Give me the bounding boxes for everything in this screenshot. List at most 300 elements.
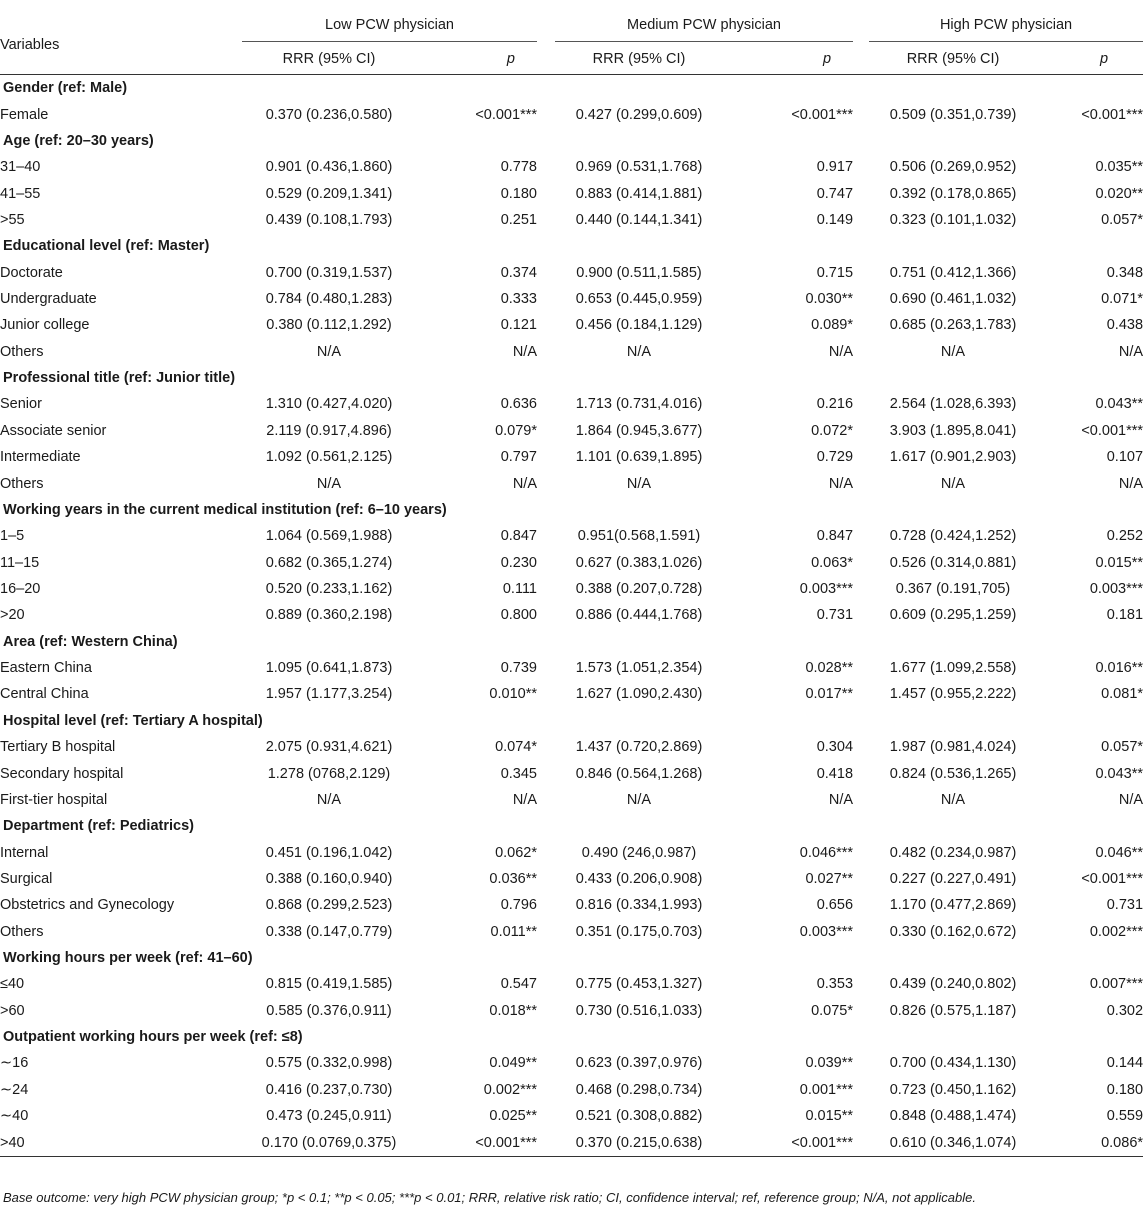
- section-header-row: [0, 1024, 1143, 1050]
- high-rrr-cell: 1.677 (1.099,2.558): [889, 660, 1017, 677]
- low-rrr-cell: 0.451 (0.196,1.042): [265, 844, 393, 861]
- section-title: Age (ref: 20–30 years): [3, 132, 154, 149]
- low-rrr-cell: 1.310 (0.427,4.020): [265, 396, 393, 413]
- medium-p-cell: N/A: [828, 343, 854, 360]
- section-header-row: [0, 75, 1143, 102]
- spacer: [853, 180, 869, 206]
- low-p-cell: 0.796: [500, 897, 537, 914]
- row-label: Others: [0, 923, 44, 940]
- high-rrr-cell: 0.848 (0.488,1.474): [889, 1108, 1017, 1125]
- high-p-cell: <0.001***: [1081, 422, 1143, 439]
- high-p-cell: 0.348: [1106, 264, 1143, 281]
- table-row: [0, 470, 1143, 496]
- low-rrr-cell: 0.520 (0.233,1.162): [265, 581, 393, 597]
- high-p-cell: 0.181: [1106, 607, 1143, 624]
- group-label-low: Low PCW physician: [242, 17, 537, 42]
- low-rrr-cell: 0.868 (0.299,2.523): [265, 897, 393, 914]
- table-row: [0, 919, 1143, 945]
- row-label: >60: [0, 1002, 25, 1019]
- spacer: [853, 1050, 869, 1076]
- section-title: Gender (ref: Male): [3, 80, 128, 97]
- low-rrr-cell: 0.901 (0.436,1.860): [265, 159, 393, 176]
- spacer: [853, 655, 869, 681]
- low-rrr-cell: 0.388 (0.160,0.940): [265, 870, 393, 887]
- medium-rrr-cell: 0.433 (0.206,0.908): [575, 870, 703, 887]
- high-rrr-cell: 0.751 (0.412,1.366): [889, 264, 1017, 281]
- low-rrr-cell: 0.815 (0.419,1.585): [265, 976, 393, 993]
- spacer: [853, 418, 869, 444]
- spacer: [853, 998, 869, 1024]
- high-rrr-cell: 0.439 (0.240,0.802): [889, 976, 1017, 993]
- section-header-row: [0, 629, 1143, 655]
- medium-p-cell: 0.353: [816, 976, 854, 993]
- low-rrr-cell: N/A: [316, 791, 342, 808]
- medium-rrr-cell: 0.816 (0.334,1.993): [575, 897, 703, 914]
- high-p-cell: <0.001***: [1081, 106, 1143, 123]
- spacer: [853, 1103, 869, 1129]
- row-label: 1–5: [0, 528, 25, 545]
- low-p-cell: 0.547: [500, 976, 537, 993]
- high-rrr-cell: N/A: [940, 791, 966, 808]
- spacer: [537, 1103, 555, 1129]
- row-label: Central China: [0, 686, 89, 703]
- medium-rrr-cell: 0.653 (0.445,0.959): [575, 291, 703, 308]
- spacer: [537, 444, 555, 470]
- spacer: [537, 655, 555, 681]
- spacer: [537, 866, 555, 892]
- spacer: [537, 312, 555, 338]
- section-title: Professional title (ref: Junior title): [3, 370, 236, 387]
- low-p-cell: 0.121: [500, 317, 537, 334]
- table-row: [0, 1103, 1143, 1129]
- table-row: [0, 339, 1143, 365]
- variables-header: Variables: [0, 30, 242, 61]
- table-row: [0, 787, 1143, 813]
- spacer: [853, 101, 869, 127]
- spacer: [853, 154, 869, 180]
- medium-rrr-cell: 0.623 (0.397,0.976): [575, 1055, 703, 1072]
- table-row: [0, 180, 1143, 206]
- column-header-row: [0, 44, 1143, 75]
- high-p-cell: 0.144: [1106, 1055, 1143, 1072]
- low-p-cell: 0.049**: [489, 1055, 537, 1072]
- medium-rrr-cell: 0.370 (0.215,0.638): [555, 1129, 723, 1156]
- table-row: [0, 391, 1143, 417]
- table-row: [0, 418, 1143, 444]
- row-label: Eastern China: [0, 660, 92, 677]
- table-row: [0, 866, 1143, 892]
- table-row: [0, 154, 1143, 180]
- medium-p-cell: 0.715: [816, 264, 854, 281]
- table-row: [0, 1050, 1143, 1076]
- low-p-cell: <0.001***: [475, 106, 537, 123]
- high-rrr-cell: 0.609 (0.295,1.259): [889, 607, 1017, 624]
- high-p-cell: 0.438: [1106, 317, 1143, 334]
- spacer: [853, 919, 869, 945]
- medium-p-cell: 0.046***: [799, 844, 854, 861]
- table-row: [0, 734, 1143, 760]
- low-rrr-cell: 0.784 (0.480,1.283): [265, 291, 393, 308]
- high-rrr-cell: 1.987 (0.981,4.024): [889, 739, 1017, 756]
- high-p-cell: 0.003***: [1089, 581, 1143, 597]
- high-rrr-cell: 0.610 (0.346,1.074): [869, 1129, 1037, 1156]
- row-label: Others: [0, 475, 44, 492]
- row-label: Tertiary B hospital: [0, 739, 116, 756]
- high-rrr-cell: N/A: [940, 343, 966, 360]
- section-title: Working years in the current medical institution (ref: 6–10 years): [3, 501, 447, 518]
- high-rrr-cell: 0.824 (0.536,1.265): [889, 765, 1017, 782]
- p-header-medium: p: [723, 44, 853, 75]
- medium-rrr-cell: 0.886 (0.444,1.768): [575, 607, 703, 624]
- low-p-cell: 0.079*: [495, 422, 537, 439]
- medium-rrr-cell: 0.900 (0.511,1.585): [576, 264, 702, 281]
- high-p-cell: 0.016**: [1095, 660, 1143, 677]
- row-label: 31–40: [0, 159, 41, 176]
- high-rrr-cell: 0.690 (0.461,1.032): [889, 291, 1017, 308]
- high-rrr-cell: 0.323 (0.101,1.032): [889, 211, 1017, 228]
- spacer: [537, 839, 555, 865]
- spacer: [853, 1129, 869, 1156]
- row-label: Undergraduate: [0, 291, 97, 308]
- high-p-cell: 0.043**: [1095, 396, 1143, 413]
- high-rrr-cell: 0.723 (0.450,1.162): [889, 1081, 1017, 1098]
- low-p-cell: 0.345: [500, 765, 537, 782]
- low-p-cell: 0.180: [500, 185, 537, 202]
- section-title: Area (ref: Western China): [3, 633, 178, 650]
- row-label: First-tier hospital: [0, 791, 108, 808]
- medium-p-cell: 0.747: [816, 185, 854, 202]
- high-rrr-cell: N/A: [940, 475, 966, 492]
- row-label: Doctorate: [0, 264, 63, 281]
- low-p-cell: 0.374: [500, 264, 537, 281]
- high-p-cell: 0.731: [1106, 897, 1143, 914]
- low-rrr-cell: 1.278 (0768,2.129): [267, 765, 391, 782]
- row-label: Obstetrics and Gynecology: [0, 897, 175, 914]
- low-rrr-cell: 1.092 (0.561,2.125): [265, 449, 393, 466]
- medium-rrr-cell: N/A: [626, 791, 652, 808]
- spacer: [537, 892, 555, 918]
- low-p-cell: 0.847: [500, 528, 537, 545]
- spacer: [537, 523, 555, 549]
- high-p-cell: <0.001***: [1081, 870, 1143, 887]
- row-label: 11–15: [0, 554, 40, 571]
- low-rrr-cell: 0.700 (0.319,1.537): [265, 264, 393, 281]
- spacer: [853, 760, 869, 786]
- spacer: [537, 971, 555, 997]
- low-p-cell: 0.025**: [489, 1108, 537, 1125]
- medium-rrr-cell: 0.490 (246,0.987): [581, 844, 697, 861]
- rrr-header-medium: RRR (95% CI): [555, 44, 723, 75]
- spacer: [853, 892, 869, 918]
- high-p-cell: 0.015**: [1095, 554, 1143, 571]
- medium-p-cell: 0.027**: [805, 870, 854, 887]
- high-p-cell: 0.020**: [1095, 185, 1143, 202]
- low-p-cell: 0.002***: [483, 1081, 537, 1098]
- spacer: [537, 998, 555, 1024]
- table-row: [0, 444, 1143, 470]
- row-label: ∼24: [0, 1081, 29, 1098]
- low-p-cell: N/A: [512, 791, 537, 808]
- high-rrr-cell: 0.330 (0.162,0.672): [889, 923, 1017, 940]
- medium-p-cell: N/A: [828, 791, 854, 808]
- high-p-cell: 0.086*: [1037, 1129, 1143, 1156]
- high-rrr-cell: 3.903 (1.895,8.041): [889, 422, 1017, 439]
- spacer: [537, 418, 555, 444]
- section-header-row: [0, 945, 1143, 971]
- high-p-cell: 0.007***: [1089, 976, 1143, 993]
- row-label: Female: [0, 106, 49, 123]
- row-label: Senior: [0, 396, 42, 413]
- medium-rrr-cell: 0.521 (0.308,0.882): [575, 1108, 703, 1125]
- medium-rrr-cell: 0.427 (0.299,0.609): [575, 106, 703, 123]
- row-label: 16–20: [0, 581, 41, 597]
- medium-rrr-cell: 0.627 (0.383,1.026): [575, 554, 703, 571]
- medium-p-cell: 0.075*: [811, 1002, 854, 1019]
- low-p-cell: <0.001***: [416, 1129, 537, 1156]
- spacer: [853, 286, 869, 312]
- high-rrr-cell: 0.392 (0.178,0.865): [889, 185, 1017, 202]
- low-rrr-cell: 2.075 (0.931,4.621): [265, 739, 393, 756]
- table-row: [0, 1129, 1143, 1156]
- low-p-cell: 0.778: [500, 159, 537, 176]
- spacer: [853, 1077, 869, 1103]
- high-rrr-cell: 0.227 (0.227,0.491): [889, 870, 1017, 887]
- low-rrr-cell: N/A: [316, 343, 342, 360]
- spacer: [537, 207, 555, 233]
- spacer: [853, 787, 869, 813]
- high-p-cell: 0.107: [1106, 449, 1143, 466]
- p-header-high: p: [1037, 44, 1143, 75]
- high-p-cell: 0.252: [1106, 528, 1143, 545]
- row-label: ∼16: [0, 1055, 29, 1072]
- group-header-low: [242, 0, 537, 44]
- high-p-cell: 0.180: [1106, 1081, 1143, 1098]
- high-p-cell: N/A: [1118, 475, 1143, 492]
- row-label: Secondary hospital: [0, 765, 124, 782]
- high-p-cell: 0.071*: [1101, 291, 1143, 308]
- high-p-cell: 0.043**: [1095, 765, 1143, 782]
- medium-rrr-cell: N/A: [626, 343, 652, 360]
- low-p-cell: 0.062*: [495, 844, 537, 861]
- medium-p-cell: <0.001***: [723, 1129, 853, 1156]
- section-title: Working hours per week (ref: 41–60): [3, 950, 253, 967]
- spacer: [853, 444, 869, 470]
- low-p-cell: 0.111: [502, 581, 537, 597]
- low-p-cell: 0.018**: [489, 1002, 537, 1019]
- table-row: [0, 286, 1143, 312]
- spacer: [537, 286, 555, 312]
- spacer: [537, 1077, 555, 1103]
- medium-rrr-cell: 0.846 (0.564,1.268): [575, 765, 703, 782]
- table-row: [0, 760, 1143, 786]
- section-header-row: [0, 233, 1143, 259]
- row-label: Internal: [0, 844, 49, 861]
- spacer: [853, 470, 869, 496]
- table-row: [0, 523, 1143, 549]
- low-rrr-cell: 0.575 (0.332,0.998): [265, 1055, 393, 1072]
- high-rrr-cell: 1.457 (0.955,2.222): [889, 686, 1017, 703]
- rrr-header-low: RRR (95% CI): [242, 44, 416, 75]
- low-rrr-cell: 0.529 (0.209,1.341): [265, 185, 393, 202]
- spacer: [537, 154, 555, 180]
- medium-p-cell: 0.917: [816, 159, 854, 176]
- spacer: [853, 866, 869, 892]
- high-p-cell: N/A: [1118, 791, 1143, 808]
- medium-p-cell: 0.063*: [811, 554, 854, 571]
- spacer: [853, 971, 869, 997]
- row-label: Intermediate: [0, 449, 81, 466]
- low-rrr-cell: 0.682 (0.365,1.274): [265, 554, 393, 571]
- low-p-cell: 0.800: [500, 607, 537, 624]
- spacer: [537, 549, 555, 575]
- medium-rrr-cell: 0.730 (0.516,1.033): [575, 1002, 703, 1019]
- group-label-high: High PCW physician: [869, 17, 1143, 42]
- spacer: [537, 1129, 555, 1156]
- medium-p-cell: 0.028**: [805, 660, 854, 677]
- group-label-medium: Medium PCW physician: [555, 17, 853, 42]
- row-label: 41–55: [0, 185, 41, 202]
- table-row: [0, 602, 1143, 628]
- medium-rrr-cell: 0.388 (0.207,0.728): [575, 581, 703, 597]
- medium-rrr-cell: 0.951(0.568,1.591): [577, 528, 701, 545]
- section-title: Department (ref: Pediatrics): [3, 818, 194, 835]
- section-header-row: [0, 365, 1143, 391]
- medium-p-cell: 0.847: [816, 528, 854, 545]
- low-p-cell: 0.010**: [489, 686, 537, 703]
- medium-rrr-cell: 1.864 (0.945,3.677): [575, 422, 703, 439]
- medium-rrr-cell: N/A: [626, 475, 652, 492]
- table-row: [0, 681, 1143, 707]
- low-rrr-cell: 0.338 (0.147,0.779): [265, 923, 393, 940]
- high-p-cell: N/A: [1118, 343, 1143, 360]
- high-p-cell: 0.057*: [1101, 211, 1143, 228]
- spacer: [853, 839, 869, 865]
- row-label: >20: [0, 607, 25, 624]
- spacer: [853, 681, 869, 707]
- high-rrr-cell: 1.617 (0.901,2.903): [889, 449, 1017, 466]
- low-p-cell: 0.739: [500, 660, 537, 677]
- low-p-cell: N/A: [512, 475, 537, 492]
- high-rrr-cell: 0.826 (0.575,1.187): [889, 1002, 1017, 1019]
- low-p-cell: 0.036**: [489, 870, 537, 887]
- medium-rrr-cell: 0.775 (0.453,1.327): [575, 976, 703, 993]
- high-rrr-cell: 2.564 (1.028,6.393): [889, 396, 1017, 413]
- low-rrr-cell: 0.416 (0.237,0.730): [265, 1081, 393, 1098]
- spacer: [537, 681, 555, 707]
- group-header-high: [869, 0, 1143, 44]
- spacer: [537, 734, 555, 760]
- section-header-row: [0, 813, 1143, 839]
- high-rrr-cell: 0.728 (0.424,1.252): [889, 528, 1017, 545]
- medium-p-cell: 0.729: [816, 449, 854, 466]
- medium-rrr-cell: 1.713 (0.731,4.016): [575, 396, 703, 413]
- spacer: [853, 260, 869, 286]
- table-row: [0, 576, 1143, 602]
- low-p-cell: 0.333: [500, 291, 537, 308]
- spacer: [537, 919, 555, 945]
- medium-p-cell: 0.001***: [799, 1081, 854, 1098]
- row-label: Surgical: [0, 870, 53, 887]
- low-p-cell: 0.230: [500, 554, 537, 571]
- medium-rrr-cell: 0.883 (0.414,1.881): [575, 185, 703, 202]
- row-label: >40: [0, 1129, 242, 1156]
- medium-rrr-cell: 1.437 (0.720,2.869): [575, 739, 703, 756]
- row-label: >55: [0, 211, 25, 228]
- low-rrr-cell: N/A: [316, 475, 342, 492]
- low-rrr-cell: 0.439 (0.108,1.793): [265, 211, 393, 228]
- table-row: [0, 312, 1143, 338]
- spacer: [853, 734, 869, 760]
- spacer: [537, 391, 555, 417]
- low-rrr-cell: 0.380 (0.112,1.292): [266, 317, 392, 334]
- spacer: [537, 180, 555, 206]
- low-p-cell: 0.636: [500, 396, 537, 413]
- row-label: ≤40: [0, 976, 25, 993]
- table-row: [0, 839, 1143, 865]
- high-rrr-cell: 0.700 (0.434,1.130): [889, 1055, 1017, 1072]
- medium-rrr-cell: 0.456 (0.184,1.129): [575, 317, 703, 334]
- high-p-cell: 0.081*: [1101, 686, 1143, 703]
- high-p-cell: 0.002***: [1089, 923, 1143, 940]
- section-header-row: [0, 497, 1143, 523]
- spacer: [537, 101, 555, 127]
- spacer: [537, 787, 555, 813]
- table-row: [0, 101, 1143, 127]
- low-rrr-cell: 1.957 (1.177,3.254): [265, 686, 393, 703]
- low-rrr-cell: 0.370 (0.236,0.580): [265, 106, 393, 123]
- table-row: [0, 549, 1143, 575]
- spacer: [537, 260, 555, 286]
- low-p-cell: 0.797: [500, 449, 537, 466]
- medium-p-cell: 0.149: [816, 211, 854, 228]
- low-rrr-cell: 0.889 (0.360,2.198): [265, 607, 393, 624]
- p-header-low: p: [416, 44, 537, 75]
- high-rrr-cell: 0.367 (0.191,705): [895, 581, 1011, 597]
- section-header-row: [0, 708, 1143, 734]
- section-title: Educational level (ref: Master): [3, 238, 210, 255]
- spacer: [853, 312, 869, 338]
- high-p-cell: 0.035**: [1095, 159, 1143, 176]
- high-rrr-cell: 1.170 (0.477,2.869): [889, 897, 1017, 914]
- spacer: [537, 1050, 555, 1076]
- low-rrr-cell: 2.119 (0.917,4.896): [266, 422, 392, 439]
- medium-rrr-cell: 0.468 (0.298,0.734): [575, 1081, 703, 1098]
- row-label: Associate senior: [0, 422, 107, 439]
- low-p-cell: 0.251: [500, 211, 537, 228]
- high-rrr-cell: 0.506 (0.269,0.952): [889, 159, 1017, 176]
- table-row: [0, 260, 1143, 286]
- spacer: [853, 602, 869, 628]
- rrr-header-high: RRR (95% CI): [869, 44, 1037, 75]
- group-header-medium: [555, 0, 853, 44]
- spacer: [537, 339, 555, 365]
- row-label: Junior college: [0, 317, 90, 334]
- section-title: Outpatient working hours per week (ref: ≤8): [3, 1029, 303, 1046]
- low-rrr-cell: 1.064 (0.569,1.988): [265, 528, 393, 545]
- medium-p-cell: 0.418: [816, 765, 854, 782]
- medium-p-cell: 0.017**: [805, 686, 854, 703]
- medium-p-cell: 0.003***: [799, 581, 854, 597]
- table-row: [0, 998, 1143, 1024]
- medium-p-cell: 0.030**: [805, 291, 854, 308]
- spacer: [853, 549, 869, 575]
- medium-p-cell: 0.731: [816, 607, 854, 624]
- medium-rrr-cell: 0.440 (0.144,1.341): [575, 211, 703, 228]
- high-p-cell: 0.559: [1106, 1108, 1143, 1125]
- high-rrr-cell: 0.685 (0.263,1.783): [889, 317, 1017, 334]
- row-label: Others: [0, 343, 44, 360]
- medium-p-cell: 0.072*: [811, 422, 854, 439]
